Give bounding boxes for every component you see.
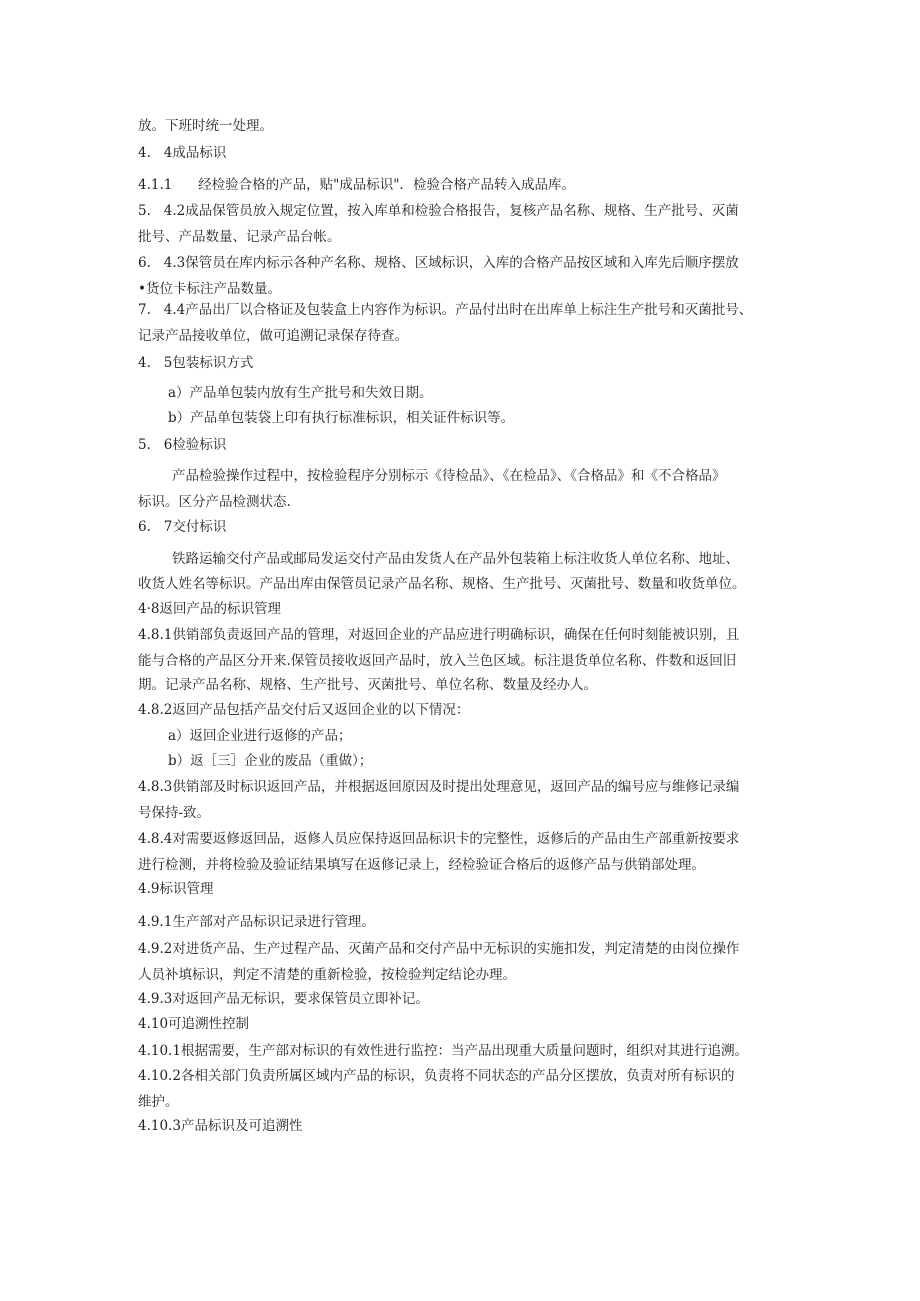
text-line: 4.9.3对返回产品无标识，要求保管员立即补记。 [138,991,429,1007]
section-heading: 4·8返回产品的标识管理 [138,601,281,617]
text-line: 4.8.2返回产品包括产品交付后又返回企业的以下情况： [138,702,470,718]
text-line: 7. 4.4产品出厂以合格证及包装盒上内容作为标识。产品付出时在出库单上标注生产批号和灭菌批号、 [138,302,753,318]
section-heading: 4.10.3产品标识及可追溯性 [138,1118,303,1134]
list-item: b）产品单包装袋上印有执行标准标识，相关证件标识等。 [168,410,515,426]
text-line: 进行检测，并将检验及验证结果填写在返修记录上，经检验证合格后的返修产品与供销部处理。 [138,857,705,873]
text-line: 4.9.1生产部对产品标识记录进行管理。 [138,914,375,930]
section-heading: 4. 5包装标识方式 [138,355,254,371]
text-line: 6. 4.3保管员在库内标示各种产名称、规格、区域标识，入库的合格产品按区域和入库先后顺序摆放 [138,255,739,271]
text-line: 号保持-致。 [138,805,211,821]
text-line: 4.10.1根据需要，生产部对标识的有效性进行监控：当产品出现重大质量问题时，组织对其进行追溯。 [138,1043,748,1059]
text-line: 产品检验操作过程中，按检验程序分别标示《待检品》、《在检品》、《合格品》和《不合格品》 [172,468,726,484]
text-line: 4.9.2对进货产品、生产过程产品、灭菌产品和交付产品中无标识的实施扣发，判定清楚的由岗位操作 [138,941,740,957]
text-line: 标识。区分产品检测状态. [138,494,291,510]
section-heading: 4.9标识管理 [138,881,214,897]
text-line: 人员补填标识，判定不清楚的重新检验，按检验判定结论办理。 [138,967,516,983]
text-line: 期。记录产品名称、规格、生产批号、灭菌批号、单位名称、数量及经办人。 [138,677,597,693]
text-line: 4.8.1供销部负责返回产品的管理，对返回企业的产品应进行明确标识，确保在任何时刻能被识别，且 [138,627,740,643]
text-line: 能与合格的产品区分开来.保管员接收返回产品时，放入兰色区域。标注退货单位名称、件数和返回旧 [138,653,737,669]
text-line: 收货人姓名等标识。产品出库由保管员记录产品名称、规格、生产批号、灭菌批号、数量和收货单位。 [138,576,746,592]
text-line: 批号、产品数量、记录产品台帐。 [138,229,341,245]
text-line: 5. 4.2成品保管员放入规定位置，按入库单和检验合格报告，复核产品名称、规格、生产批号、灭菌 [138,203,739,219]
text-line: 4.1.1 经检验合格的产品，贴"成品标识"．检验合格产品转入成品库。 [138,177,576,193]
section-heading: 4.10可追溯性控制 [138,1016,250,1032]
text-line: 铁路运输交付产品或邮局发运交付产品由发货人在产品外包装箱上标注收货人单位名称、地址、 [172,551,739,567]
text-line: 维护。 [138,1094,179,1110]
list-item: a）返回企业进行返修的产品； [168,728,352,744]
section-heading: 4. 4成品标识 [138,145,227,161]
text-line: 放。下班时统一处理。 [138,118,273,134]
text-line: 4.8.4对需要返修返回品，返修人员应保持返回品标识卡的完整性，返修后的产品由生产部重新按要求 [138,831,740,847]
text-line: 4.8.3供销部及时标识返回产品，并根据返回原因及时提出处理意见，返回产品的编号应与维修记录编 [138,779,740,795]
list-item: b）返［三］企业的废品（重做）； [168,753,373,769]
section-heading: 6. 7交付标识 [138,519,227,535]
text-line: 4.10.2各相关部门负责所属区域内产品的标识，负责将不同状态的产品分区摆放，负责对所有标识的 [138,1068,735,1084]
text-line: •货位卡标注产品数量。 [138,281,281,297]
list-item: a）产品单包装内放有生产批号和失效日期。 [168,385,433,401]
text-line: 记录产品接收单位，做可追溯记录保存待查。 [138,328,408,344]
section-heading: 5. 6检验标识 [138,437,227,453]
